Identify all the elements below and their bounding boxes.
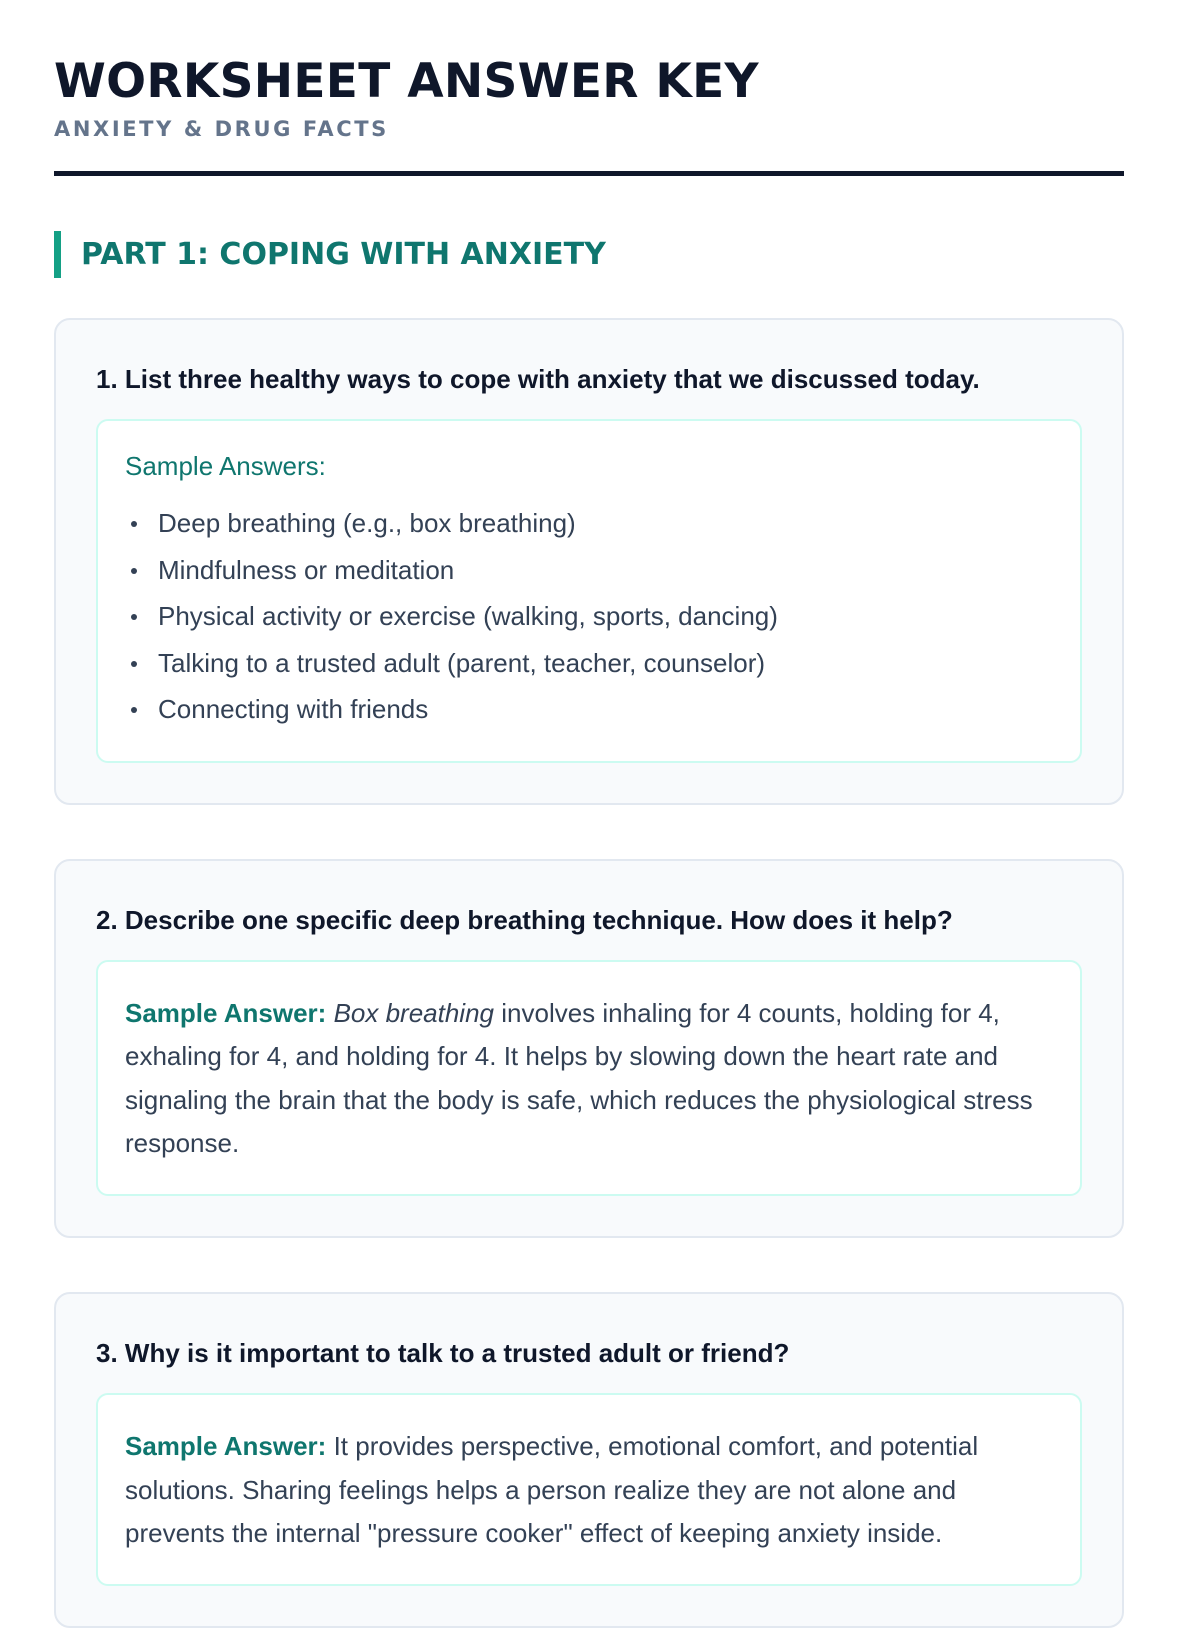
answer-label: Sample Answer: — [125, 1431, 327, 1462]
question-text: 2. Describe one specific deep breathing technique. How does it help? — [96, 904, 953, 935]
document-subtitle: ANXIETY & DRUG FACTS — [54, 117, 389, 141]
question-card-3 — [54, 1292, 1124, 1628]
document-header — [54, 0, 1124, 176]
list-item: Deep breathing (e.g., box breathing) — [125, 500, 1054, 547]
answer-box — [96, 960, 1082, 1196]
section-heading: PART 1: COPING WITH ANXIETY — [54, 231, 1124, 278]
list-item: Connecting with friends — [125, 686, 1054, 733]
answer-emphasis: Box breathing — [333, 997, 495, 1028]
list-item: Mindfulness or meditation — [125, 547, 1054, 594]
answer-paragraph — [125, 1425, 1054, 1556]
question-card-1 — [54, 318, 1124, 805]
list-item: Physical activity or exercise (walking, sports, dancing) — [125, 593, 1054, 640]
answer-title: Sample Answers: — [125, 451, 326, 482]
answer-label: Sample Answer: — [125, 997, 327, 1028]
answer-list — [125, 500, 1054, 733]
answer-box — [96, 1393, 1082, 1586]
question-text: 3. Why is it important to talk to a trusted adult or friend? — [96, 1337, 790, 1368]
question-text: 1. List three healthy ways to cope with anxiety that we discussed today. — [96, 364, 980, 394]
document-title: WORKSHEET ANSWER KEY — [54, 54, 759, 109]
answer-paragraph — [125, 992, 1054, 1166]
answer-text: involves inhaling for 4 counts, holding for 4, exhaling for 4, and holding for 4. It helps by slowing down the heart rate and signaling the brain that the body is safe, which reduces the physiological stress response. — [125, 997, 1033, 1159]
question-card-2 — [54, 859, 1124, 1238]
answer-text: It provides perspective, emotional comfort, and potential solutions. Sharing feelings helps a person realize they are not alone and prevents the internal "pressure cooker" effect of keeping anxiety inside. — [125, 1431, 979, 1549]
answer-box — [96, 419, 1082, 763]
list-item: Talking to a trusted adult (parent, teacher, counselor) — [125, 640, 1054, 687]
